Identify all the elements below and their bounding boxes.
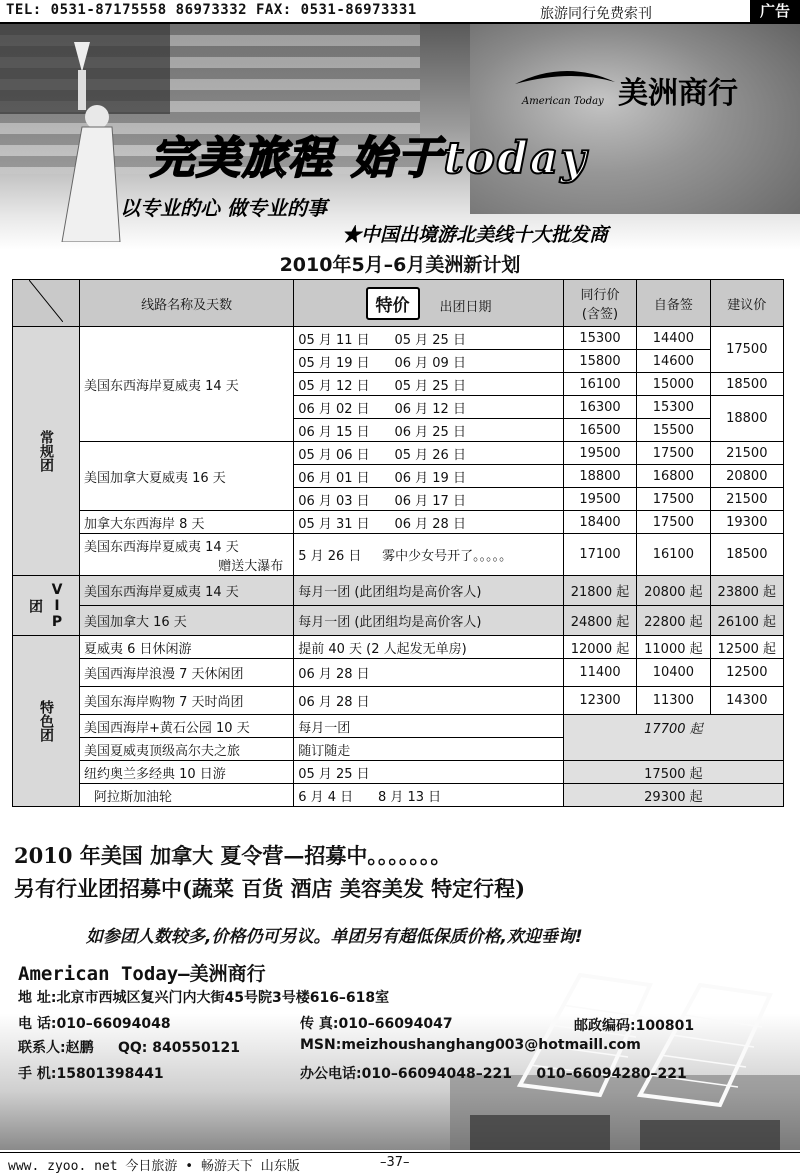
table-row	[13, 327, 784, 350]
header-route: 线路名称及天数	[80, 280, 294, 327]
self-visa-price: 17500	[637, 488, 710, 511]
dates-cell: 05 月 19 日 06 月 09 日	[294, 350, 564, 373]
peer-price: 17100	[563, 534, 636, 576]
suggested-price: 21500	[710, 442, 783, 465]
diagonal-line-icon	[29, 280, 63, 322]
table-row	[13, 442, 784, 465]
group-regular: 常规团	[13, 327, 80, 576]
hero-banner	[0, 24, 800, 250]
dates-cell: 5 月 26 日 雾中少女号开了。。。。。	[294, 534, 564, 576]
suggested-price: 23800 起	[710, 576, 783, 606]
dates-cell: 05 月 11 日 05 月 25 日	[294, 327, 564, 350]
peer-price: 12000 起	[563, 636, 636, 659]
peer-price: 11400	[563, 659, 636, 687]
mobile-line: 手 机:15801398441	[18, 1066, 164, 1082]
suggested-price: 20800	[710, 465, 783, 488]
peer-price: 12300	[563, 687, 636, 715]
peer-price: 19500	[563, 442, 636, 465]
route-cell: 美国夏威夷顶级高尔夫之旅	[80, 738, 294, 761]
msn-line: MSN:meizhoushanghang003@hotmaill.com	[300, 1037, 641, 1053]
table-row	[13, 659, 784, 687]
table-row	[13, 715, 784, 738]
honor-text: ★中国出境游北美线十大批发商	[342, 224, 609, 246]
address-line: 地 址:北京市西城区复兴门内大街45号院3号楼616–618室	[18, 990, 390, 1006]
self-visa-price: 17500	[637, 442, 710, 465]
group-special: 特色团	[13, 636, 80, 807]
route-cell: 美国加拿大 16 天	[80, 606, 294, 636]
table-row	[13, 687, 784, 715]
suggested-price: 26100 起	[710, 606, 783, 636]
dates-cell: 06 月 28 日	[294, 659, 564, 687]
peer-price: 15300	[563, 327, 636, 350]
route-cell: 纽约奥兰多经典 10 日游	[80, 761, 294, 784]
office-phone-line: 办公电话:010–66094048–221 010–66094280–221	[300, 1066, 687, 1082]
self-visa-price: 15500	[637, 419, 710, 442]
peer-price: 24800 起	[563, 606, 636, 636]
self-visa-price: 15300	[637, 396, 710, 419]
header-self-visa: 自备签	[637, 280, 710, 327]
dates-cell: 06 月 03 日 06 月 17 日	[294, 488, 564, 511]
contact-block	[0, 955, 800, 1150]
route-cell: 美国东海岸购物 7 天时尚团	[80, 687, 294, 715]
header-suggested: 建议价	[710, 280, 783, 327]
suggested-price: 12500	[710, 659, 783, 687]
dates-cell: 05 月 25 日	[294, 761, 564, 784]
industry-group-promo: 另有行业团招募中(蔬菜 百货 酒店 美容美发 特定行程)	[14, 876, 526, 901]
route-cell: 美国西海岸+黄石公园 10 天	[80, 715, 294, 738]
dates-cell: 05 月 06 日 05 月 26 日	[294, 442, 564, 465]
company-name: American Today—美洲商行	[18, 963, 266, 985]
route-cell: 美国东西海岸夏威夷 14 天	[80, 576, 294, 606]
merged-price: 29300 起	[563, 784, 783, 807]
dates-cell: 06 月 02 日 06 月 12 日	[294, 396, 564, 419]
merged-price: 17700 起	[563, 715, 783, 761]
route-cell: 美国加拿大夏威夷 16 天	[80, 442, 294, 511]
self-visa-price: 20800 起	[637, 576, 710, 606]
route-cell: 美国西海岸浪漫 7 天休闲团	[80, 659, 294, 687]
suggested-price: 19300	[710, 511, 783, 534]
self-visa-price: 11300	[637, 687, 710, 715]
table-row	[13, 576, 784, 606]
peer-price: 19500	[563, 488, 636, 511]
peer-price: 16300	[563, 396, 636, 419]
suggested-price: 21500	[710, 488, 783, 511]
page-footer	[0, 1152, 800, 1173]
self-visa-price: 16100	[637, 534, 710, 576]
header-contact: TEL: 0531-87175558 86973332 FAX: 0531-86973331	[6, 2, 417, 18]
peer-price: 18400	[563, 511, 636, 534]
zip-line: 邮政编码:100801	[574, 1018, 695, 1034]
route-cell: 加拿大东西海岸 8 天	[80, 511, 294, 534]
dates-cell: 每月一团	[294, 715, 564, 738]
dates-cell: 每月一团 (此团组均是高价客人)	[294, 606, 564, 636]
special-price-badge: 特价	[366, 287, 420, 320]
self-visa-price: 22800 起	[637, 606, 710, 636]
suggested-price: 18500	[710, 534, 783, 576]
peer-price: 18800	[563, 465, 636, 488]
fax-line: 传 真:010–66094047	[300, 1016, 453, 1032]
suggested-price: 18500	[710, 373, 783, 396]
self-visa-price: 14400	[637, 327, 710, 350]
dates-cell: 随订随走	[294, 738, 564, 761]
headline: 完美旅程 始于today	[150, 133, 588, 184]
header-dates: 特价 出团日期	[294, 280, 564, 327]
table-row	[13, 636, 784, 659]
slogan: 以专业的心 做专业的事	[120, 196, 327, 220]
header-corner	[13, 280, 80, 327]
dates-cell: 06 月 28 日	[294, 687, 564, 715]
route-cell: 美国东西海岸夏威夷 14 天 赠送大瀑布	[80, 534, 294, 576]
ad-label: 广告	[750, 0, 800, 22]
self-visa-price: 10400	[637, 659, 710, 687]
dates-cell: 06 月 01 日 06 月 19 日	[294, 465, 564, 488]
dates-cell: 05 月 31 日 06 月 28 日	[294, 511, 564, 534]
table-row	[13, 534, 784, 576]
table-row	[13, 784, 784, 807]
peer-price: 21800 起	[563, 576, 636, 606]
summer-camp-promo: 2010 年美国 加拿大 夏令营—招募中。。。。。。。	[14, 843, 452, 868]
suggested-price: 12500 起	[710, 636, 783, 659]
dates-cell: 05 月 12 日 05 月 25 日	[294, 373, 564, 396]
company-logo	[510, 64, 790, 124]
plan-title: 2010年5月–6月美洲新计划	[279, 254, 521, 276]
table-row	[13, 606, 784, 636]
route-cell: 阿拉斯加油轮	[80, 784, 294, 807]
top-bar	[0, 0, 800, 24]
svg-text:American Today: American Today	[522, 96, 604, 107]
dates-cell: 提前 40 天 (2 人起发无单房)	[294, 636, 564, 659]
footer-site: www. zyoo. net 今日旅游 • 畅游天下 山东版	[8, 1159, 300, 1174]
self-visa-price: 15000	[637, 373, 710, 396]
page-number: –37–	[380, 1155, 410, 1170]
dates-cell: 06 月 15 日 06 月 25 日	[294, 419, 564, 442]
logo-swoosh-icon	[510, 64, 620, 119]
merged-price: 17500 起	[563, 761, 783, 784]
table-header-row	[13, 280, 784, 327]
route-cell: 美国东西海岸夏威夷 14 天	[80, 327, 294, 442]
person-line: 联系人:赵鹏 QQ: 840550121	[18, 1040, 240, 1056]
dates-cell: 6 月 4 日 8 月 13 日	[294, 784, 564, 807]
phone-line: 电 话:010–66094048	[18, 1016, 171, 1032]
negotiate-note: 如参团人数较多,价格仍可另议。单团另有超低保质价格,欢迎垂询!	[86, 927, 583, 947]
group-vip: VIP团	[13, 576, 80, 636]
suggested-price: 14300	[710, 687, 783, 715]
dates-cell: 每月一团 (此团组均是高价客人)	[294, 576, 564, 606]
table-row	[13, 761, 784, 784]
table-row	[13, 511, 784, 534]
self-visa-price: 16800	[637, 465, 710, 488]
header-index: 旅游同行免费索刊	[540, 6, 652, 22]
peer-price: 15800	[563, 350, 636, 373]
self-visa-price: 14600	[637, 350, 710, 373]
peer-price: 16100	[563, 373, 636, 396]
statue-of-liberty-icon	[42, 42, 122, 242]
suggested-price: 18800	[710, 396, 783, 442]
schedule-table	[12, 279, 784, 807]
suggested-price: 17500	[710, 327, 783, 373]
self-visa-price: 17500	[637, 511, 710, 534]
brand-name: 美洲商行	[618, 76, 738, 111]
route-cell: 夏威夷 6 日休闲游	[80, 636, 294, 659]
self-visa-price: 11000 起	[637, 636, 710, 659]
peer-price: 16500	[563, 419, 636, 442]
header-peer-price: 同行价 (含签)	[563, 280, 636, 327]
